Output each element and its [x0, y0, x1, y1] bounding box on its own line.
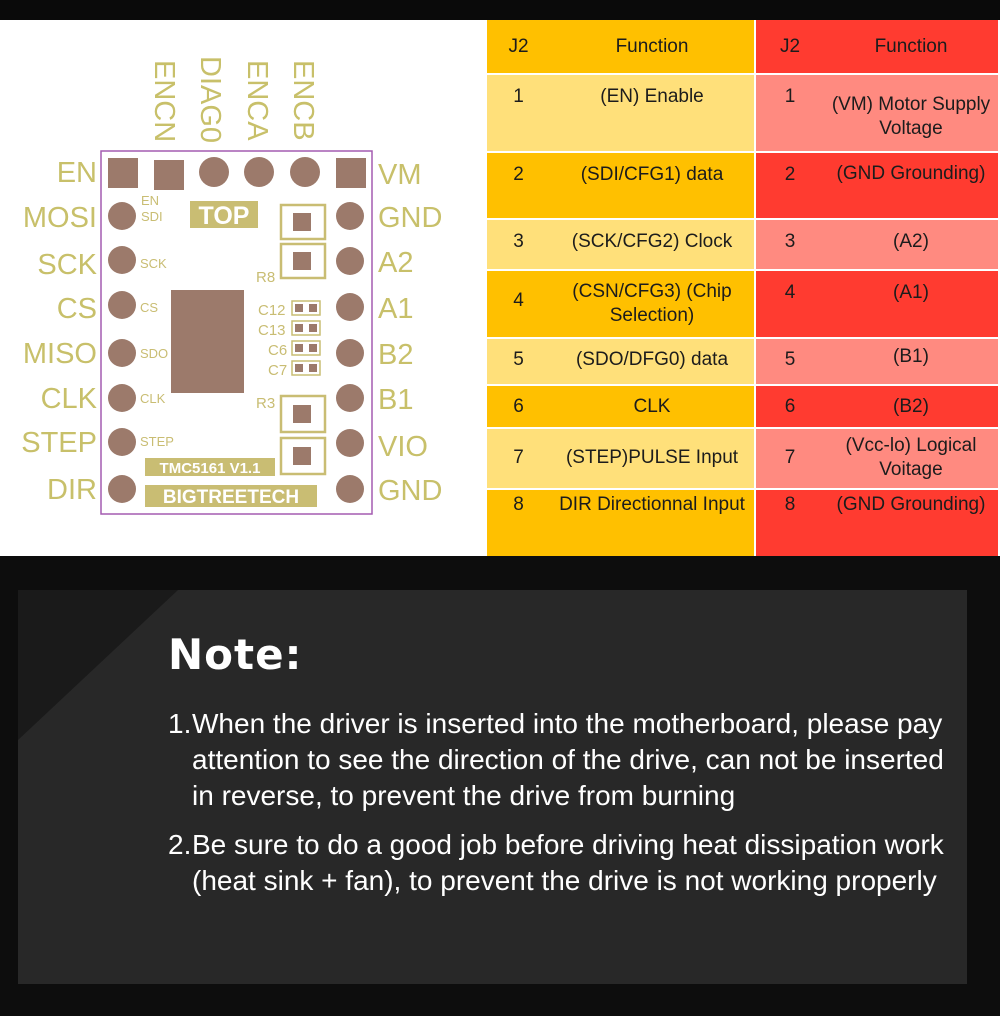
vm-pad — [336, 158, 366, 188]
table-cell-j2-right: 6 — [756, 386, 824, 427]
top-marker: TOP — [198, 202, 250, 230]
table-header-j2: J2 — [487, 20, 550, 73]
silk-sck: SCK — [140, 256, 167, 271]
table-cell-j2: 2 — [487, 153, 550, 218]
table-cell-j2: 5 — [487, 339, 550, 384]
table-cell-j2-right: 4 — [756, 271, 824, 337]
chip — [171, 290, 244, 393]
pin-label-clk: CLK — [40, 383, 97, 415]
pin-label-cs: CS — [56, 293, 97, 325]
note-title: Note: — [168, 630, 303, 679]
note-item — [168, 827, 958, 899]
table-cell-function-right: (Vcc-lo) Logical Voitage — [824, 429, 998, 488]
table-cell-j2: 3 — [487, 220, 550, 269]
left-pads — [108, 202, 136, 503]
pin-label-dir: DIR — [47, 474, 97, 506]
table-cell-function: (EN) Enable — [550, 75, 754, 151]
top-pad — [290, 157, 320, 187]
silk-step: STEP — [140, 434, 174, 449]
pin-label-vio: VIO — [378, 431, 428, 463]
note-item — [168, 706, 958, 814]
component-c12: C12 — [258, 302, 286, 319]
top-pad — [244, 157, 274, 187]
note-item-text: Be sure to do a good job before driving heat dissipation work (heat sink + fan), to prevent the drive is not working properly — [192, 829, 944, 896]
note-item-text: When the driver is inserted into the motherboard, please pay attention to see the direction of the drive, can not be inserted in reverse, to prevent the drive from burning — [192, 708, 944, 811]
pin-label-enca: ENCA — [241, 60, 273, 141]
corner-decoration — [18, 590, 178, 740]
model-label: TMC5161 V1.1 — [159, 460, 261, 477]
pin-function-table — [487, 20, 1000, 556]
table-cell-j2: 1 — [487, 75, 550, 151]
note-item-number: 1. — [168, 708, 192, 739]
pin-label-encb: ENCB — [287, 60, 319, 141]
table-cell-function: (STEP)PULSE Input — [550, 429, 754, 488]
pin-label-b1: B1 — [378, 384, 414, 416]
pin-label-a2: A2 — [378, 247, 414, 279]
board-diagram — [0, 20, 487, 556]
table-cell-function: (SCK/CFG2) Clock — [550, 220, 754, 269]
table-cell-function-right: (A2) — [824, 220, 998, 269]
table-cell-function: (SDO/DFG0) data — [550, 339, 754, 384]
silk-sdi: SDI — [141, 209, 163, 224]
component-r8: R8 — [256, 269, 276, 286]
note-card — [18, 590, 967, 984]
table-cell-function-right: (GND Grounding) — [824, 153, 998, 218]
pin-label-sck: SCK — [37, 249, 97, 281]
table-header-j2-right: J2 — [756, 20, 824, 73]
component-c7: C7 — [268, 362, 288, 379]
table-cell-j2: 6 — [487, 386, 550, 427]
table-cell-j2: 4 — [487, 271, 550, 337]
silk-en: EN — [141, 193, 160, 208]
pin-label-gnd-2: GND — [378, 475, 443, 507]
top-pad-square — [154, 160, 184, 190]
table-cell-function-right: (B2) — [824, 386, 998, 427]
table-cell-function-right: (B1) — [824, 339, 998, 384]
note-item-number: 2. — [168, 829, 192, 860]
pin-label-mosi: MOSI — [22, 202, 97, 234]
component-c13: C13 — [258, 322, 286, 339]
table-header-function: Function — [550, 20, 754, 73]
table-cell-j2-right: 1 — [756, 75, 824, 151]
pin-label-miso: MISO — [22, 338, 97, 370]
silk-sdo: SDO — [140, 346, 169, 361]
right-pads — [336, 202, 364, 503]
pin-label-b2: B2 — [378, 339, 414, 371]
component-c6: C6 — [268, 342, 288, 359]
pin-label-gnd: GND — [378, 202, 443, 234]
en-pad — [108, 158, 138, 188]
silk-cs: CS — [140, 300, 159, 315]
brand-label: BIGTREETECH — [162, 487, 300, 508]
table-cell-j2-right: 5 — [756, 339, 824, 384]
table-cell-function: DIR Directionnal Input — [550, 490, 754, 556]
table-cell-j2: 8 — [487, 490, 550, 556]
top-pad — [199, 157, 229, 187]
pin-label-diag0: DIAG0 — [194, 56, 226, 144]
table-cell-j2: 7 — [487, 429, 550, 488]
table-header-function-right: Function — [824, 20, 998, 73]
table-cell-j2-right: 2 — [756, 153, 824, 218]
table-cell-j2-right: 3 — [756, 220, 824, 269]
component-r3: R3 — [256, 395, 276, 412]
table-cell-function: CLK — [550, 386, 754, 427]
pin-label-encn: ENCN — [148, 60, 180, 143]
table-cell-function-right: (VM) Motor Supply Voltage — [824, 75, 998, 151]
silk-clk: CLK — [140, 391, 166, 406]
pin-label-en: EN — [56, 157, 97, 189]
table-cell-j2-right: 8 — [756, 490, 824, 556]
pin-label-vm: VM — [378, 159, 422, 191]
top-band — [0, 0, 1000, 20]
table-cell-function: (SDI/CFG1) data — [550, 153, 754, 218]
table-cell-function-right: (A1) — [824, 271, 998, 337]
board-svg — [0, 20, 487, 556]
table-cell-j2-right: 7 — [756, 429, 824, 488]
table-cell-function-right: (GND Grounding) — [824, 490, 998, 556]
pin-label-a1: A1 — [378, 293, 414, 325]
note-section — [0, 556, 1000, 1016]
table-cell-function: (CSN/CFG3) (Chip Selection) — [550, 271, 754, 337]
capacitors — [292, 301, 320, 375]
pin-label-step: STEP — [21, 427, 97, 459]
